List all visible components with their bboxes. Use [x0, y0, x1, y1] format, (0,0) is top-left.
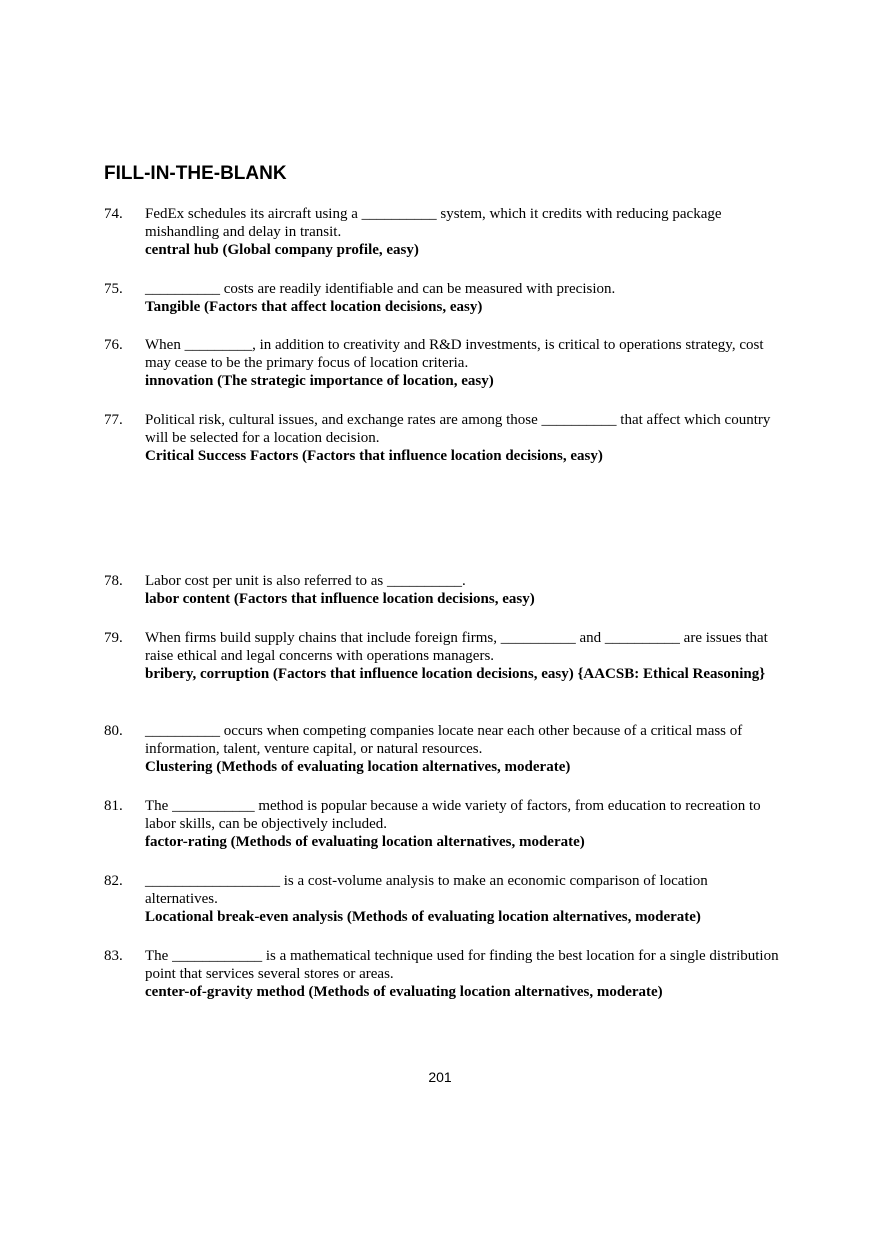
question-text: __________ costs are readily identifiable and can be measured with precision. [145, 281, 616, 297]
question-item [104, 205, 784, 259]
section-heading: FILL-IN-THE-BLANK [104, 163, 287, 184]
question-item [104, 572, 784, 608]
question-number: 75. [104, 281, 123, 297]
question-item [104, 947, 784, 1001]
question-number: 83. [104, 948, 123, 964]
question-item [104, 872, 784, 926]
question-number: 80. [104, 723, 123, 739]
question-number: 77. [104, 412, 123, 428]
question-number: 74. [104, 206, 123, 222]
question-answer: Critical Success Factors (Factors that influence location decisions, easy) [145, 448, 603, 464]
question-item [104, 722, 784, 776]
question-item [104, 629, 784, 683]
question-text: __________ occurs when competing companies locate near each other because of a critical mass of information, talent, venture capital, or natural resources. [145, 723, 743, 757]
question-number: 82. [104, 873, 123, 889]
question-text: When _________, in addition to creativity and R&D investments, is critical to operations strategy, cost may cease to be the primary focus of location criteria. [145, 337, 764, 371]
question-item [104, 797, 784, 851]
question-item [104, 336, 784, 390]
question-answer: factor-rating (Methods of evaluating location alternatives, moderate) [145, 834, 585, 850]
question-text: The ____________ is a mathematical technique used for finding the best location for a single distribution point that services several stores or areas. [145, 948, 779, 982]
question-number: 78. [104, 573, 123, 589]
question-answer: labor content (Factors that influence location decisions, easy) [145, 591, 535, 607]
question-number: 81. [104, 798, 123, 814]
question-number: 76. [104, 337, 123, 353]
question-answer: Clustering (Methods of evaluating location alternatives, moderate) [145, 759, 571, 775]
question-answer: Tangible (Factors that affect location decisions, easy) [145, 299, 483, 315]
question-answer: bribery, corruption (Factors that influence location decisions, easy) {AACSB: Ethical Reasoning} [145, 666, 766, 682]
question-answer: Locational break-even analysis (Methods of evaluating location alternatives, moderate) [145, 909, 701, 925]
question-text: FedEx schedules its aircraft using a __________ system, which it credits with reducing package mishandling and delay in transit. [145, 206, 722, 240]
question-text: Political risk, cultural issues, and exchange rates are among those __________ that affect which country will be selected for a location decision. [145, 412, 771, 446]
question-text: __________________ is a cost-volume analysis to make an economic comparison of location alternatives. [145, 873, 708, 907]
question-answer: innovation (The strategic importance of location, easy) [145, 373, 494, 389]
question-answer: central hub (Global company profile, easy) [145, 242, 419, 258]
question-text: Labor cost per unit is also referred to as __________. [145, 573, 466, 589]
question-answer: center-of-gravity method (Methods of evaluating location alternatives, moderate) [145, 984, 663, 1000]
question-text: The ___________ method is popular because a wide variety of factors, from education to recreation to labor skills, can be objectively included. [145, 798, 761, 832]
question-item [104, 280, 784, 316]
question-number: 79. [104, 630, 123, 646]
page-number: 201 [428, 1069, 452, 1085]
question-text: When firms build supply chains that include foreign firms, __________ and __________ are issues that raise ethical and legal concerns with operations managers. [145, 630, 768, 664]
question-item [104, 411, 784, 465]
